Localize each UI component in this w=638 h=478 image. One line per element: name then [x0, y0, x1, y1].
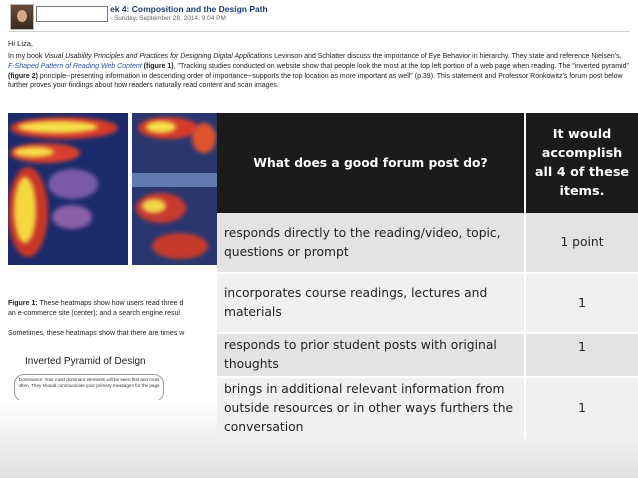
post-timestamp: - Sunday, September 28, 2014, 9:04 PM	[110, 15, 226, 22]
avatar[interactable]	[10, 4, 34, 30]
post-title[interactable]: ek 4: Composition and the Design Path	[110, 4, 268, 14]
heatmap-figure	[8, 113, 218, 265]
table-row	[217, 273, 638, 333]
pyramid-title: Inverted Pyramid of Design	[25, 356, 146, 367]
heatmap-image-right	[132, 113, 218, 265]
redacted-name-box	[36, 6, 108, 22]
post-paragraph: Sometimes, these heatmaps show that there are times w	[8, 330, 185, 337]
points-cell: 1	[525, 333, 638, 377]
divider	[8, 31, 630, 32]
header-points: It would accomplish all 4 of these items.	[525, 113, 638, 213]
post-body: In my book Visual Usability Principles and Practices for Designing Digital Applications Levinson and Schlatter discuss the importance of Eye Behavior in hierarchy. They state and reference Nielsen's, F-Shaped Pattern of Reading Web Content (figure 1), "Tracking studies conducted on website show that people look the most at the top left portion of a web page when reading. The "inverted pyramid" (figure 2) principle--presenting information in descending order of importance--supports the top location as more important as well" (p.39). This statement and Professor Ronkowitz's forum post below further proves your findings about how readers naturally read content and scan images.	[8, 53, 629, 90]
figure-caption-continued: an e-commerce site (center); and a search engine resul	[8, 310, 180, 317]
rubric-table	[217, 113, 638, 439]
table-row	[217, 377, 638, 439]
header-question: What does a good forum post do?	[217, 113, 525, 213]
criterion-cell: responds to prior student posts with original thoughts	[217, 333, 525, 377]
rubric-header-row	[217, 113, 638, 213]
points-cell: 1	[525, 273, 638, 333]
criterion-cell: incorporates course readings, lectures and materials	[217, 273, 525, 333]
points-cell: 1 point	[525, 213, 638, 273]
book-title: Visual Usability Principles and Practices for Designing Digital Applications	[44, 53, 273, 60]
greeting: Hi Liza,	[8, 39, 34, 48]
table-row	[217, 213, 638, 273]
figure-caption: Figure 1: These heatmaps show how users read three d	[8, 300, 184, 307]
criterion-cell: brings in additional relevant information from outside resources or in other ways furthers the conversation	[217, 377, 525, 439]
criterion-cell: responds directly to the reading/video, topic, questions or prompt	[217, 213, 525, 273]
table-row	[217, 333, 638, 377]
nielsen-link[interactable]: F-Shaped Pattern of Reading Web Content	[8, 62, 142, 70]
points-cell: 1	[525, 377, 638, 439]
post-header	[0, 0, 638, 32]
heatmap-image-left	[8, 113, 128, 265]
pyramid-diagram: Dominance: Your most dominant elements will be seen first and most often. They should communicate your primary messages for the page	[14, 374, 164, 402]
